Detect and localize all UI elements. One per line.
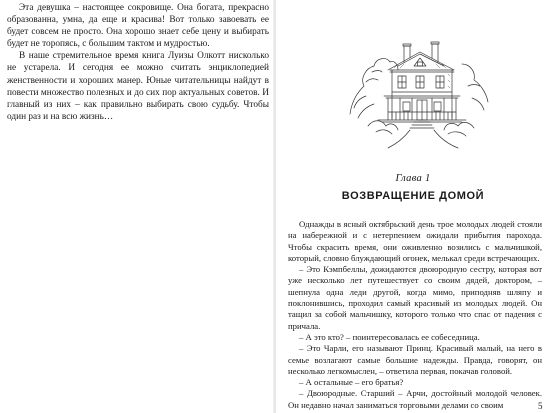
page-number: 5: [538, 401, 543, 411]
left-page-text: [7, 2, 269, 123]
right-paragraph: – А остальные – его братья?: [299, 377, 404, 388]
right-paragraph: – Это Чарли, его называют Принц. Красивый малый, на него в семье возлагают самые большие надежды. Правда, говорят, он несколько легкомыслен, – ответила первая, покачав головой.: [288, 343, 542, 376]
left-paragraph: Эта девушка – настоящее сокровище. Она богата, прекрасно образованна, умна, да еще и красива! Вот только завоевать ее будет совсем не просто. Она хорошо знает себе цену и выбирать будет не торопясь, с большим тактом и мудростью.: [7, 3, 269, 50]
left-paragraph: В наше стремительное время книга Луизы Олкотт нисколько не устарела. И сегодня ее можно считать энциклопедией женственности и хороших манер. Юные читательницы найдут в повести множество полезных и до сих пор актуальных советов. И главный из них – как правильно выбирать свою судьбу. Чтобы один раз и на всю жизнь…: [7, 51, 269, 122]
chapter-title: ВОЗВРАЩЕНИЕ ДОМОЙ: [341, 190, 485, 202]
right-paragraph: – Двоюродные. Старший – Арчи, достойный молодой человек. Он недавно начал заниматься торговыми делами со своим: [288, 388, 542, 410]
right-page: [276, 0, 550, 413]
right-paragraph: Однажды в ясный октябрьский день трое молодых людей стояли на набережной и с нетерпением ожидали прибытия парохода. Чтобы скрасить время, они оживленно возились с мальчишкой, который, словно блуждающий огонек, мелькал среди встречающих.: [288, 219, 542, 263]
left-page: [0, 0, 274, 413]
right-paragraph: – А это кто? – поинтересовалась ее собеседница.: [299, 331, 480, 342]
house-illustration-icon: [348, 22, 490, 150]
right-page-text: [288, 219, 542, 411]
chapter-number: Глава 1: [395, 173, 431, 184]
right-paragraph: – Это Кэмпбеллы, дожидаются двоюродную сестру, которая вот уже несколько лет путешествует со своим дядей, доктором, – шепнула одна леди другой, когда мимо, приподняв шляпу и поклонившись, проходил самый красивый из молодых людей. Он тащил за собой мальчишку, которого только что спас от падения с причала.: [288, 264, 542, 331]
